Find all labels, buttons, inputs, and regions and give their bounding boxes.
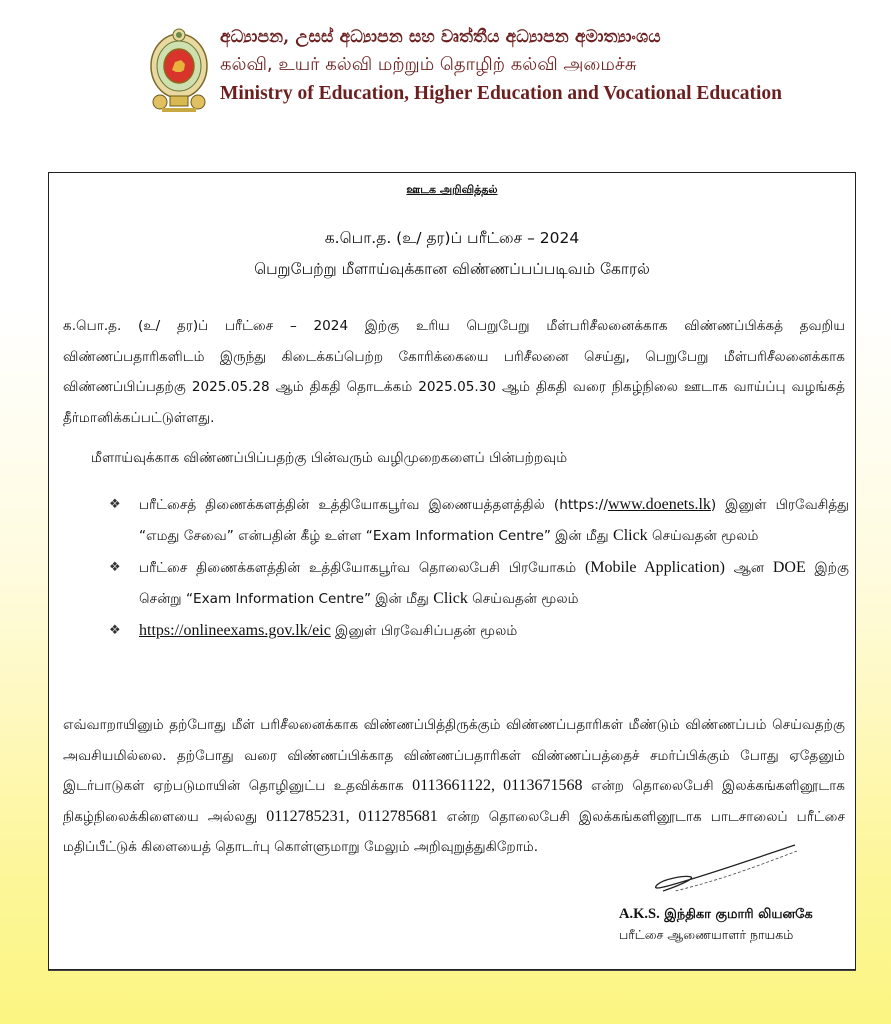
doenets-link[interactable]: www.doenets.lk [607,496,711,513]
paragraph-contact: எவ்வாறாயினும் தற்போது மீள் பரிசீலனைக்காக விண்ணப்பித்திருக்கும் விண்ணப்பதாரிகள் மீண்டும் விண்ணப்பம் செய்வதற்கு அவசியமில்லை. தற்போது வரை விண்ணப்பிக்காத விண்ணப்பதாரிகள் விண்ணப்பத்தைச் சமர்ப்பிக்கும் போது ஏதேனும் இடர்பாடுகள் ஏற்படுமாயின் தொழினுட்ப உதவிக்காக 0113661122, 0113671568 என்ற தொலைபேசி இலக்கங்களினூடாக நிகழ்நிலைக்கிளையை அல்லது 0112785231, 0112785681 என்ற தொலைபேசி இலக்கங்களினூடாக பாடசாலைப் பரீட்சை மதிப்பீட்டுக் கிளையைத் தொடர்பு கொள்ளுமாறு மேலும் அறிவுறுத்துகிறோம். [63,717,846,855]
paragraph-announcement: க.பொ.த. (உ/ தர)ப் பரீட்சை – 2024 இற்கு உரிய பெறுபேறு மீள்பரிசீலனைக்காக விண்ணப்பிக்கத் தவறிய விண்ணப்பதாரிகளிடம் இருந்து கிடைக்கப்பெற்ற கோரிக்கையை பரிசீலனை செய்து, பெறுபேறு மீள்பரிசீலனைக்காக விண்ணப்பிப்பதற்கு 2025.05.28 ஆம் திகதி தொடக்கம் 2025.05.30 ஆம் திகதி வரை நிகழ்நிலை ஊடாக வாய்ப்பு வழங்கத் தீர்மானிக்கப்பட்டுள்ளது. [63,318,845,426]
header-sinhala: අධ්‍යාපන, උසස් අධ්‍යාපන සහ වෘත්තීය අධ්‍යාපන අමාත්‍යාංශය [220,27,661,47]
signatory-name: A.K.S. இந்திகா குமாரி லியனகே [619,906,813,922]
title-request: பெறுபேற்று மீளாய்வுக்கான விண்ணப்பப்படிவம் கோரல் [254,260,650,278]
onlineexams-link[interactable]: https://onlineexams.gov.lk/eic [139,622,331,639]
list-item-online-exams: ❖ https://onlineexams.gov.lk/eic இனுள் பிரவேசிப்பதன் மூலம் [109,616,849,647]
press-release-document [48,172,856,970]
instruction-list [109,490,849,649]
header-english: Ministry of Education, Higher Education and Vocational Education [220,83,782,104]
sri-lanka-national-emblem-icon [148,26,210,114]
four-diamond-bullet-icon: ❖ [109,497,121,512]
media-notice-heading: ஊடக அறிவித்தல் [406,183,498,196]
instructions-intro: மீளாய்வுக்காக விண்ணப்பிப்பதற்கு பின்வரும் வழிமுறைகளைப் பின்பற்றவும் [91,450,568,466]
list-item-mobile-app: ❖ பரீட்சை திணைக்களத்தின் உத்தியோகபூர்வ தொலைபேசி பிரயோகம் (Mobile Application) ஆன DOE இற்கு சென்று “Exam Information Centre” இன் மீது Click செய்வதன் மூலம் [109,553,849,614]
phone-online-branch: 0113661122, 0113671568 [412,777,583,794]
title-exam: க.பொ.த. (உ/ தர)ப் பரீட்சை – 2024 [324,229,580,247]
list-item-website: ❖ பரீட்சைத் திணைக்களத்தின் உத்தியோகபூர்வ இணையத்தளத்தில் (https://www.doenets.lk) இனுள் பிரவேசித்து “எமது சேவை” என்பதின் கீழ் உள்ள “Exam Information Centre” இன் மீது Click செய்வதன் மூலம் [109,490,849,551]
phone-school-exam-branch: 0112785231, 0112785681 [266,807,438,825]
ministry-header [148,24,782,116]
signatory-title: பரீட்சை ஆணையாளர் நாயகம் [619,927,794,942]
four-diamond-bullet-icon: ❖ [109,623,121,638]
header-tamil: கல்வி, உயர் கல்வி மற்றும் தொழிற் கல்வி அமைச்சு [220,54,637,75]
signature-icon [645,841,805,901]
four-diamond-bullet-icon: ❖ [109,560,121,575]
